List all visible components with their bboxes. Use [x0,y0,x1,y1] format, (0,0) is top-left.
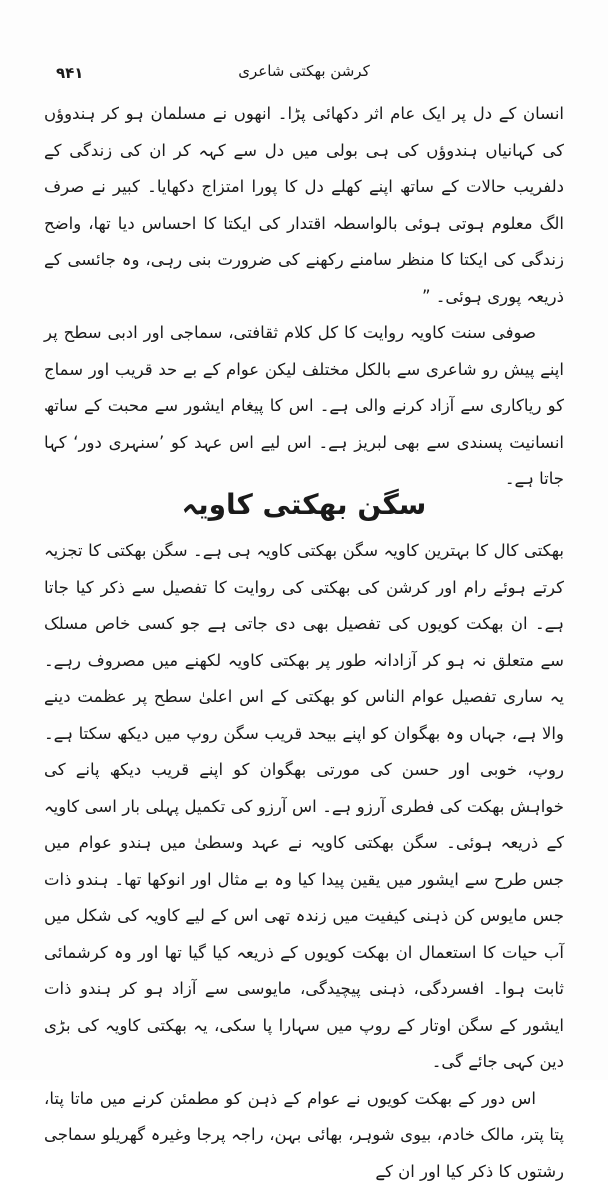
section-sagun-bhakti [44,533,564,1190]
paragraph: انسان کے دل پر ایک عام اثر دکھائی پڑا۔ انھوں نے مسلمان ہو کر ہندوؤں کی کہانیاں ہندوؤں کی ہی بولی میں دل سے کہہ کر ان کی زندگی کے دلفریب حالات کے ساتھ اپنے کھلے دل کا پورا امتزاج دکھایا۔ کبیر نے صرف الگ معلوم ہوتی ہوئی بالواسطہ اقتدار کی ایکتا کا احساس دیا تھا، واضح زندگی کی ایکتا کا منظر سامنے رکھنے کی ضرورت بنی رہی، وہ جائسی کے ذریعہ پوری ہوئی۔ ” [44,96,564,315]
paragraph: صوفی سنت کاویہ روایت کا کل کلام ثقافتی، سماجی اور ادبی سطح پر اپنے پیش رو شاعری سے بالکل مختلف لیکن عوام کے بے حد قریب اور سماج کو ریاکاری سے آزاد کرنے والی ہے۔ اس کا پیغام ایشور سے محبت کے ساتھ انسانیت پسندی سے بھی لبریز ہے۔ اس لیے اس عہد کو ’سنہری دور‘ کہا جاتا ہے۔ [44,315,564,498]
paragraph: بھکتی کال کا بہترین کاویہ سگن بھکتی کاویہ ہی ہے۔ سگن بھکتی کا تجزیہ کرتے ہوئے رام اور کرشن کی بھکتی کی روایت کا تفصیل سے ذکر کیا جاتا ہے۔ ان بھکت کویوں کی تفصیل بھی دی جاتی ہے جو کسی خاص مسلک سے متعلق نہ ہو کر آزادانہ طور پر بھکتی کاویہ لکھنے میں مصروف رہے۔ یہ ساری تفصیل عوام الناس کو بھکتی کے اس اعلیٰ سطح پر عظمت دینے والا ہے، جہاں وہ بھگوان کو اپنے بیحد قریب سگن روپ میں دیکھ سکتا ہے۔ روپ، خوبی اور حسن کی مورتی بھگوان کو اپنے قریب دیکھ پانے کی خواہش بھکت کی فطری آرزو ہے۔ اس آرزو کی تکمیل پہلی بار اسی کاویہ کے ذریعہ ہوئی۔ سگن بھکتی کاویہ نے عہد وسطیٰ میں ہندو عوام میں جس طرح سے ایشور میں یقین پیدا کیا وہ بے مثال اور انوکھا تھا۔ ہندو ذات جس مایوس کن ذہنی کیفیت میں زندہ تھی اس کے لیے کاویہ کی شکل میں آب حیات کا استعمال ان بھکت کویوں کے ذریعہ کیا گیا تھا اور وہ کرشمائی ثابت ہوا۔ افسردگی، ذہنی پیچیدگی، مایوسی سے آزاد ہو کر ہندو ذات ایشور کے سگن اوتار کے روپ میں سہارا پا سکی، یہ بھکتی کاویہ کی بڑی دین کہی جائے گی۔ [44,533,564,1081]
page-number: ۱۴۹ [56,64,83,82]
section-heading: سگن بھکتی کاویہ [0,488,608,521]
paragraph: اس دور کے بھکت کویوں نے عوام کے ذہن کو مطمئن کرنے میں ماتا پتا، پتا پتر، مالک خادم، بیوی شوہر، بھائی بہن، راجہ پرجا وغیرہ گھریلو سماجی رشتوں کا ذکر کیا اور ان کے [44,1081,564,1190]
page-header [50,62,558,92]
section-intro [44,96,564,498]
running-title: کرشن بھکتی شاعری [50,62,558,80]
